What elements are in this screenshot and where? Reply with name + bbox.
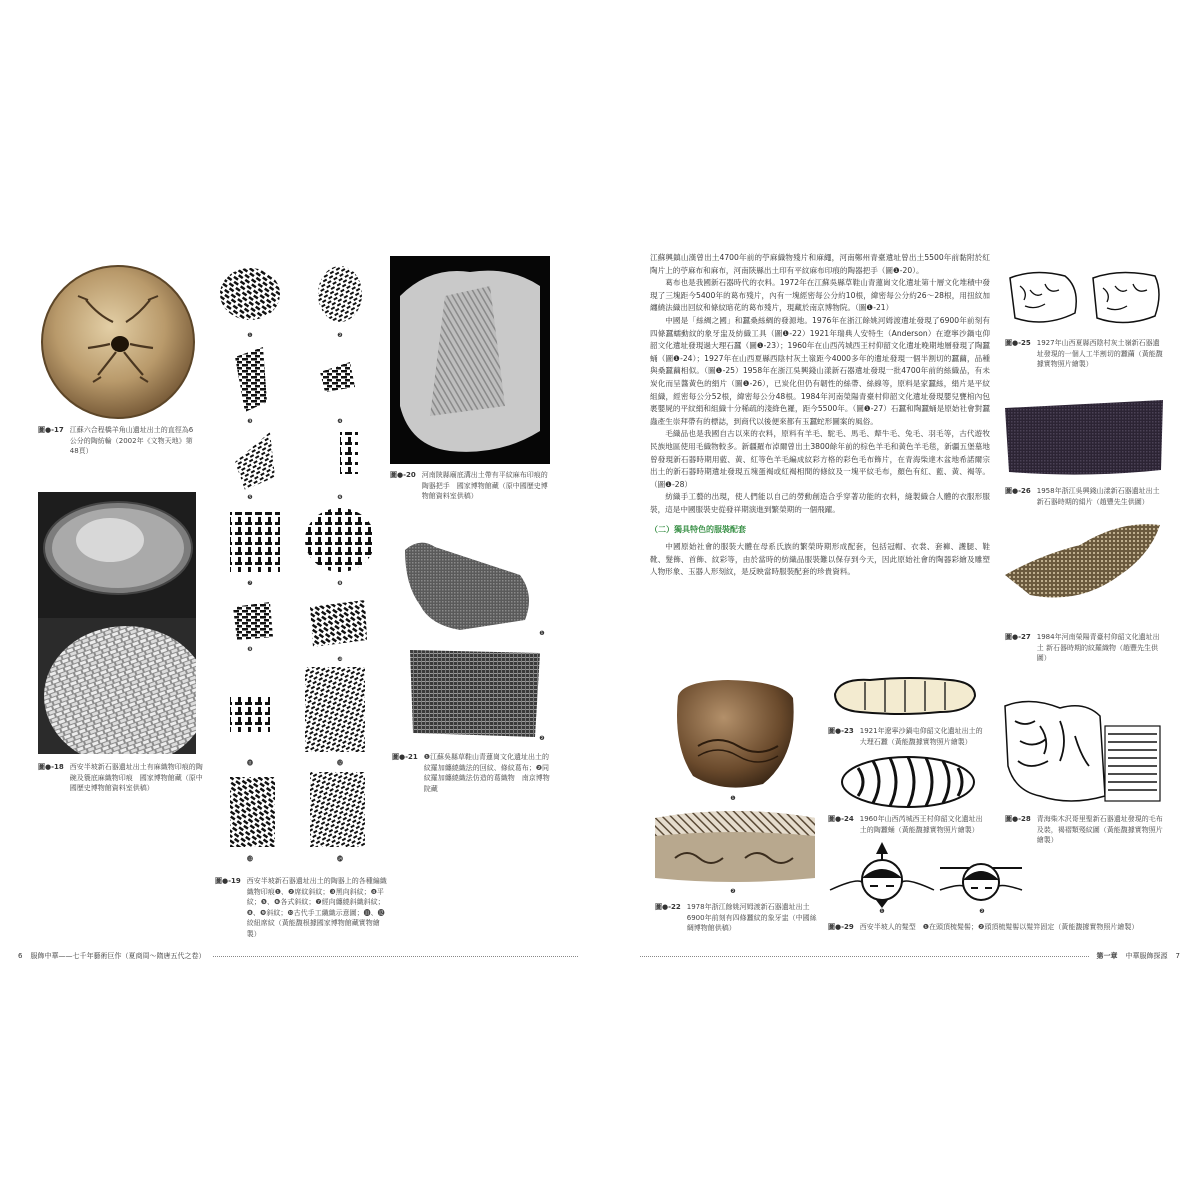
pattern-number: ❽ <box>337 580 343 587</box>
page-number: 6 <box>18 952 23 960</box>
caption-label: 圖●-20 <box>390 471 416 479</box>
caption-fig21 <box>392 752 552 794</box>
spindle-whorl-photo <box>38 260 198 420</box>
caption-text: ❶江蘇吳縣草鞋山青蓮崗文化遺址出土的紋羅加纏繞織法的回紋、條紋葛布；❷同紋羅加纏繞織法仿造的葛織物 南京博物院藏 <box>423 753 550 793</box>
pattern-number: ❻ <box>337 494 343 501</box>
gauze-fragment-photo <box>1000 515 1165 615</box>
pattern-number: ⓫ <box>246 760 253 767</box>
pattern-number: ⓭ <box>246 856 253 863</box>
pattern-number: ❸ <box>247 418 253 425</box>
paragraph: 毛織品也是我國自古以來的衣料，原料有羊毛、駝毛、馬毛、犛牛毛、兔毛、羽毛等，古代遊牧民族地區使用毛織物較多。新疆羅布淖爾曾出土3800餘年前的棕色羊毛和黃色羊毛毯，新疆五堡墓地曾發現新石器時期用藍、黃、紅等色羊毛編成紋彩方格的彩色毛布飾片，在青海柴達木盆地希諾爾宗出土的新石器時期遺址發現五塊蛋褐或紅褐相間的條紋及一塊平紋毛布，顏色有紅、藍、黃、褐等。（圖❶-28） <box>650 429 990 489</box>
kudzu-cloth-fragment-photo <box>400 535 540 635</box>
pattern-number: ❷ <box>337 332 343 339</box>
pattern-number: ⓬ <box>336 760 343 767</box>
pattern-number: ❶ <box>247 332 253 339</box>
caption-text: 青海柴木沢哥里聖新石器遺址發現的毛布及裝，褐褶類殘紋圖（黃能馥據實物照片繪製） <box>1036 815 1163 844</box>
figure-marker: ❷ <box>539 735 545 742</box>
pattern-number: ❼ <box>247 580 253 587</box>
paragraph: 江蘇興鎮山漢曾出土4700年前的苧麻織物殘片和麻繩，河南鄭州青臺遺址曾出土5500年前黏附於紅陶片上的苧麻布和麻布，河南陝縣出土印有平紋麻布印痕的陶器把手（圖❶-20）。 <box>650 253 990 275</box>
marble-silkworm-drawing <box>830 672 980 720</box>
cocoon-drawing <box>1005 268 1165 330</box>
pattern-number: ❺ <box>247 494 253 501</box>
caption-label: 圖●-25 <box>1005 339 1031 347</box>
ivory-cup-detail-photo <box>655 808 815 883</box>
ivory-cup-photo <box>668 676 803 791</box>
wool-cloth-drawing <box>1000 696 1165 808</box>
pattern-number: ⓮ <box>336 856 343 863</box>
caption-fig24 <box>828 814 988 835</box>
caption-label: 圖●-27 <box>1005 633 1031 641</box>
paragraph: 紡織手工藝的出現，使人們能以自己的勞動創造合乎穿著功能的衣料，縫製織合人體的衣服形服裝，這是中國服裝史從發祥期演進到繁榮期的一個飛躍。 <box>650 492 990 514</box>
caption-text: 1984年河南榮陽青臺村仰韶文化遺址出土 新石器時期的紋羅織物（趙豐先生供圖） <box>1036 633 1160 662</box>
caption-label: 圖●-29 <box>828 923 854 931</box>
silk-fragment-photo <box>1005 400 1163 476</box>
caption-label: 圖●-28 <box>1005 815 1031 823</box>
caption-label: 圖●-26 <box>1005 487 1031 495</box>
pattern-number: ❾ <box>247 646 253 653</box>
running-title: 中華服飾探源 <box>1125 952 1168 960</box>
figure-marker: ❶ <box>539 630 545 637</box>
caption-text: 江蘇六合程橋羊角山遺址出土的直徑為6公分的陶紡輪（2002年《文物天地》第48頁） <box>69 426 194 455</box>
caption-text: 1927年山西夏縣西陰村灰土嶺新石器遺址發現的一個人工半割切的蠶繭（黃能馥據實物照片繪製） <box>1036 339 1163 368</box>
caption-text: 1960年山西芮城西王村仰韶文化遺址出土的陶蠶蛹（黃能馥據實物照片繪製） <box>859 815 983 834</box>
footer-divider <box>640 956 1089 957</box>
caption-label: 圖●-23 <box>828 727 854 735</box>
chapter-label: 第一章 <box>1096 952 1118 960</box>
paragraph: 中國原始社會的服裝大體在母系氏族的繁榮時期形成配套，包括冠帽、衣裳、套褲、護腿、鞋靴、髮飾、首飾、紋彩等，由於當時的紡織品服裝難以保存到今天，因此原始社會的陶器彩繪及雕塑人物形象、玉器人形刻紋，是反映當時服裝配套的珍貴資料。 <box>650 542 990 577</box>
page-number: 7 <box>1175 952 1180 960</box>
caption-fig20 <box>390 470 552 502</box>
caption-text: 河南陝縣廟底溝出土帶有平紋麻布印痕的陶器把手 國家博物館藏（原中國歷史博物館資料室供稿） <box>421 471 548 500</box>
pottery-bowl-photo <box>38 492 196 618</box>
caption-fig19 <box>215 876 387 939</box>
figure-marker: ❶ <box>730 795 736 802</box>
paragraph: 中國是「絲綢之國」和蠶桑絲綢的發源地。1976年在浙江餘姚河姆渡遺址發現了6900年前刻有四條蠶蠕動紋的象牙盅及紡織工具（圖❶-22）1921年瑞典人安特生（Anderson）在遼寧沙鍋屯仰韶文化遺址發現過大理石蠶（圖❶-23）；1960年在山西芮城西王村仰韶文化遺址晚期地層發現了陶蠶蛹（圖❶-24）；1927年在山西夏縣西陰村灰土嶺距今4000多年的遺址發現一個半割切的蠶繭，品種與桑蠶繭相似。（圖❶-25）1958年在浙江吳興錢山漾新石器遺址發現一批4700年前的絲織品，有未炭化而呈醬黃色的絹片（圖❶-26），已炭化但仍有韌性的絲帶、絲線等，原料是家蠶絲，絹片是平紋組織，經密每公分52根，緯密每公分48根。1984年河南榮陽青臺村仰韶文化遺址發現嬰兒甕棺內包裹嬰屍的平紋絹和組織十分稀疏的淺絳色羅，距今5500年。（圖❶-27）石蠶和陶蠶蛹是原始社會對蠶蟲產生崇拜帶有的標誌，到商代以後便來都有玉蠶蛇形圖案的風俗。 <box>650 315 990 426</box>
caption-fig17 <box>38 425 198 457</box>
paragraph: 葛布也是我國新石器時代的衣料。1972年在江蘇吳縣草鞋山青蓮崗文化遺址第十層文化堆積中發現了三塊距今5400年的葛布殘片，內有一塊經密每公分約10根，緯密每公分約26～28根，用扭紋加纏繞法織出回紋和條紋暗花的葛布殘片，現藏於南京博物院。（圖❶-21） <box>650 278 990 313</box>
caption-text: 西安半坡新石器遺址出土的陶器上的各種編織織物印痕❶、❷席紋斜紋；❸黑向斜紋；❹平紋；❺、❻各式斜紋；❼經向纏繞斜織斜紋；❽、❾斜紋；❿古代手工纖織示意圖；⓫、⓬絞紐席紋（黃能馥根據國家博物館藏實物繪製） <box>246 877 387 938</box>
weave-pattern-grid <box>215 262 385 872</box>
left-page-footer <box>18 951 578 961</box>
caption-fig22 <box>655 902 820 934</box>
caption-fig26 <box>1005 486 1165 507</box>
section-heading: （二）獨具特色的服裝配套 <box>650 525 746 535</box>
pottery-pupa-drawing <box>838 753 978 811</box>
caption-text: 西安半坡人的髮型 ❶在頭頂梳髮髻；❷頭頂梳髮髻以髮笄固定（黃能馥據實物照片繪製） <box>859 923 1139 931</box>
caption-label: 圖●-18 <box>38 763 64 771</box>
pattern-number: ❿ <box>337 656 343 663</box>
caption-text: 1958年浙江吳興錢山漾新石器遺址出土新石器時期的絹片（趙豐先生供圖） <box>1036 487 1160 506</box>
right-page-footer <box>640 951 1180 961</box>
pattern-number: ❹ <box>337 418 343 425</box>
caption-text: 1921年遼寧沙鍋屯仰韶文化遺址出土的大理石蠶（黃能馥據實物照片繪製） <box>859 727 983 746</box>
running-title: 服飾中華——七千年藝術巨作（夏商周～隋唐五代之卷） <box>30 952 206 960</box>
figure-marker: ❷ <box>730 888 736 895</box>
hairstyle-drawing-2 <box>938 848 1024 910</box>
caption-label: 圖●-19 <box>215 877 241 885</box>
caption-fig23 <box>828 726 988 747</box>
footer-divider <box>213 956 578 957</box>
caption-text: 1978年浙江餘姚河姆渡新石器遺址出土 6900年前刻有四條蠶紋的象牙盅（中國絲綢博物館供稿） <box>686 903 817 932</box>
caption-label: 圖●-21 <box>392 753 418 761</box>
caption-text: 西安半坡新石器遺址出土有麻織物印痕的陶碗及簑底麻織物印痕 國家博物館藏（原中國歷史博物館資料室供稿） <box>69 763 203 792</box>
caption-label: 圖●-24 <box>828 815 854 823</box>
caption-fig27 <box>1005 632 1165 664</box>
pottery-handle-photo <box>390 256 550 464</box>
hairstyle-drawing-1 <box>826 838 938 910</box>
caption-fig18 <box>38 762 208 794</box>
caption-fig25 <box>1005 338 1165 370</box>
figure-marker: ❶ <box>879 908 885 915</box>
figure-marker: ❷ <box>979 908 985 915</box>
caption-label: 圖●-17 <box>38 426 64 434</box>
caption-label: 圖●-22 <box>655 903 681 911</box>
kudzu-cloth-reproduction-photo <box>405 645 545 741</box>
main-body-text <box>650 252 990 579</box>
fabric-imprint-photo <box>38 618 196 754</box>
caption-fig29 <box>828 922 1168 933</box>
caption-fig28 <box>1005 814 1165 846</box>
